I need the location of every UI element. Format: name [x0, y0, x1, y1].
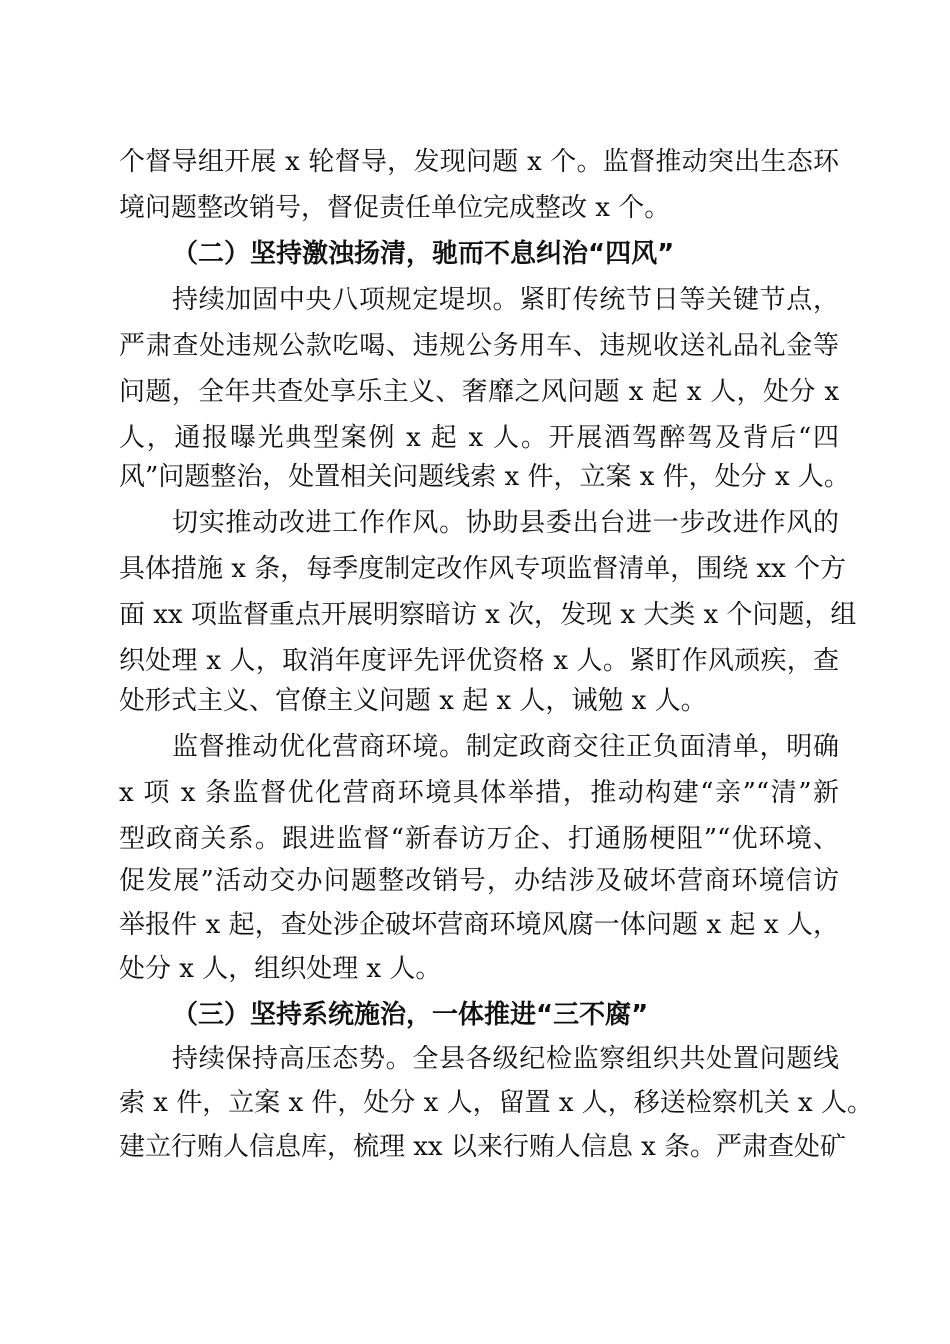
paragraph-line: 织处理 x 人，取消年度评先评优资格 x 人。紧盯作风顽疾，查 [119, 646, 839, 676]
paragraph-line: 境问题整改销号，督促责任单位完成整改 x 个。 [119, 193, 671, 223]
paragraph-line: 个督导组开展 x 轮督导，发现问题 x 个。监督推动突出生态环 [119, 147, 839, 177]
section-heading-2: （二）坚持激浊扬清，驰而不息纠治“四风” [172, 239, 675, 269]
paragraph-line: 面 xx 项监督重点开展明察暗访 x 次，发现 x 大类 x 个问题，组 [119, 600, 857, 630]
paragraph-line: x 项 x 条监督优化营商环境具体举措，推动构建“亲”“清”新 [119, 778, 839, 808]
paragraph-line: 举报件 x 起，查处涉企破坏营商环境风腐一体问题 x 起 x 人， [119, 910, 839, 940]
paragraph-line: 处分 x 人，组织处理 x 人。 [119, 954, 442, 984]
paragraph-line: 严肃查处违规公款吃喝、违规公务用车、违规收送礼品礼金等 [119, 331, 839, 361]
paragraph-line: 索 x 件，立案 x 件，处分 x 人，留置 x 人，移送检察机关 x 人。 [119, 1088, 873, 1118]
paragraph-line: 处形式主义、官僚主义问题 x 起 x 人，诫勉 x 人。 [119, 686, 707, 716]
paragraph-line: 监督推动优化营商环境。制定政商交往正负面清单，明确 [172, 732, 839, 762]
paragraph-line: 持续加固中央八项规定堤坝。紧盯传统节日等关键节点， [172, 285, 839, 315]
section-heading-3: （三）坚持系统施治，一体推进“三不腐” [172, 1000, 649, 1030]
paragraph-line: 风”问题整治，处置相关问题线索 x 件，立案 x 件，处分 x 人。 [119, 462, 850, 492]
paragraph-line: 切实推动改进工作作风。协助县委出台进一步改进作风的 [172, 508, 839, 538]
paragraph-line: 促发展”活动交办问题整改销号，办结涉及破坏营商环境信访 [119, 866, 839, 896]
paragraph-line: 人，通报曝光典型案例 x 起 x 人。开展酒驾醉驾及背后“四 [119, 423, 839, 453]
paragraph-line: 建立行贿人信息库，梳理 xx 以来行贿人信息 x 条。严肃查处矿 [119, 1132, 847, 1162]
paragraph-line: 持续保持高压态势。全县各级纪检监察组织共处置问题线 [172, 1044, 839, 1074]
paragraph-line: 型政商关系。跟进监督“新春访万企、打通肠梗阻”“优环境、 [119, 824, 839, 854]
paragraph-line: 具体措施 x 条，每季度制定改作风专项监督清单，围绕 xx 个方 [119, 554, 847, 584]
paragraph-line: 问题，全年共查处享乐主义、奢靡之风问题 x 起 x 人，处分 x [119, 377, 839, 407]
